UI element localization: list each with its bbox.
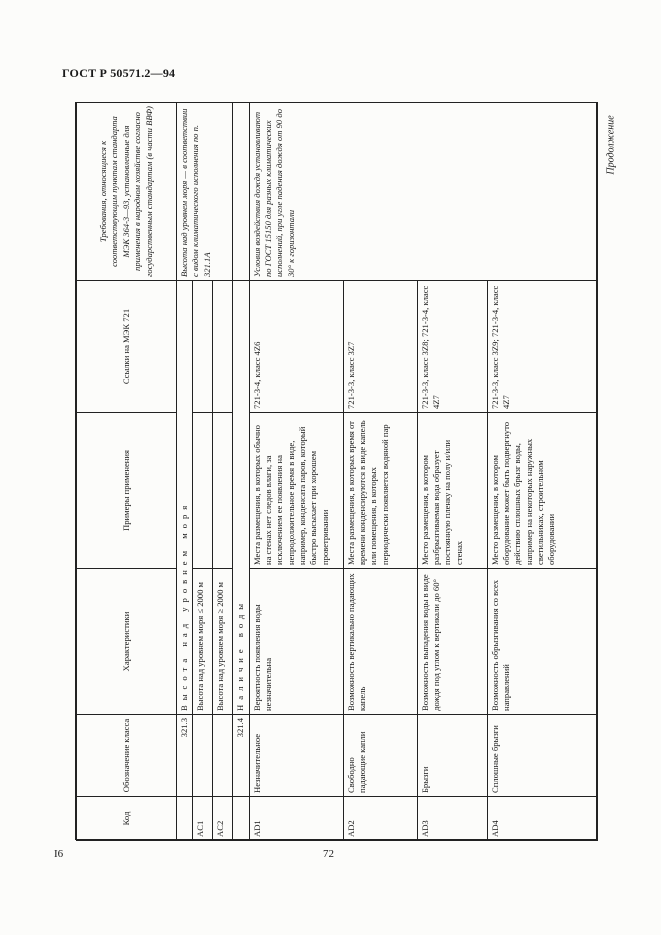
row-iec-ref: 721-3-3, класс 3Z9; 721-3-4, класс 4Z7: [487, 281, 597, 413]
section-row-altitude: [177, 103, 193, 841]
section-title: Наличие воды: [233, 281, 249, 715]
col-header-designation: Обозначение класса: [77, 715, 177, 797]
row-iec-ref: 721-3-4, класс 4Z6: [249, 281, 343, 413]
row-designation: Сплошные брызги: [487, 715, 597, 797]
table-row: [249, 103, 343, 841]
row-characteristic: Возможность обрызгивания со всех направлений: [487, 569, 597, 715]
table-header-row: [77, 103, 177, 841]
row-characteristic: Возможность вертикально падающих капель: [343, 569, 417, 715]
row-iec-ref: 721-3-3, класс 3Z7: [343, 281, 417, 413]
row-characteristic: Высота над уровнем моря ≥ 2000 м: [213, 569, 233, 715]
row-characteristic: Возможность выпадения воды в виде дождя под углом к вертикали до 60°: [417, 569, 487, 715]
section-number: 321.4: [233, 715, 249, 797]
rotated-table-container: [76, 103, 598, 841]
col-header-characteristics: Характеристики: [77, 569, 177, 715]
continuation-label: Продолжение: [605, 115, 617, 175]
row-characteristic: Высота над уровнем моря ≤ 2000 м: [193, 569, 213, 715]
classification-table: [76, 102, 598, 841]
row-example: Места размещения, в которых обычно на стенах нет следов влаги, за исключением ее появления на непродолжительное время в виде, например, конденсата паров, который быстро высыхает при хорошем проветривании: [249, 413, 343, 569]
section-title: Высота над уровнем моря: [177, 281, 193, 715]
row-example: Место размещения, в котором разбрызгиваемая вода образует постоянную пленку на полу и/или стенах: [417, 413, 487, 569]
page-number-bottom: 72: [323, 848, 334, 860]
row-designation: Свободно падающие капли: [343, 715, 417, 797]
row-characteristic: Вероятность появления воды незначительна: [249, 569, 343, 715]
row-code: AD3: [417, 797, 487, 841]
col-header-iec-refs: Ссылки на МЭК 721: [77, 281, 177, 413]
row-code: AC1: [193, 797, 213, 841]
col-header-examples: Примеры применения: [77, 413, 177, 569]
document-header: ГОСТ Р 50571.2—94: [62, 66, 176, 80]
row-code: AD2: [343, 797, 417, 841]
page-number-left: I6: [54, 848, 64, 860]
row-code: AC2: [213, 797, 233, 841]
row-designation: Брызги: [417, 715, 487, 797]
col-header-code: Код: [77, 797, 177, 841]
col-header-requirements: Требования, относящиеся к соответствующим пунктам стандарта МЭК 364-3—93, установленные для применения в народном хозяйстве согласно государственным стандартам (в части ВВФ): [77, 103, 177, 281]
classification-table-frame: [75, 102, 597, 840]
row-iec-ref: 721-3-3, класс 3Z8; 721-3-4, класс 4Z7: [417, 281, 487, 413]
row-example: Место размещения, в котором оборудование может быть подвергнуто действию сплошных брызг воды, например на некоторых наружных светильниках, строительном оборудовании: [487, 413, 597, 569]
section-row-water: [233, 103, 249, 841]
row-example: Места размещения, в которых время от времени конденсируются в виде капель или помещения, в которых периодически появляется водяной пар: [343, 413, 417, 569]
section-number: 321.3: [177, 715, 193, 797]
row-code: AD1: [249, 797, 343, 841]
row-code: AD4: [487, 797, 597, 841]
water-requirement: Условия воздействия дождя устанавливают по ГОСТ 15150 для разных климатических исполнений, при угле падения дождя от 90 до 30° к горизонтали: [249, 103, 597, 281]
altitude-requirement: Высота над уровнем моря — в соответствии с видом климатического исполнения по п. 321.1А: [177, 103, 233, 281]
row-designation: Незначительное: [249, 715, 343, 797]
